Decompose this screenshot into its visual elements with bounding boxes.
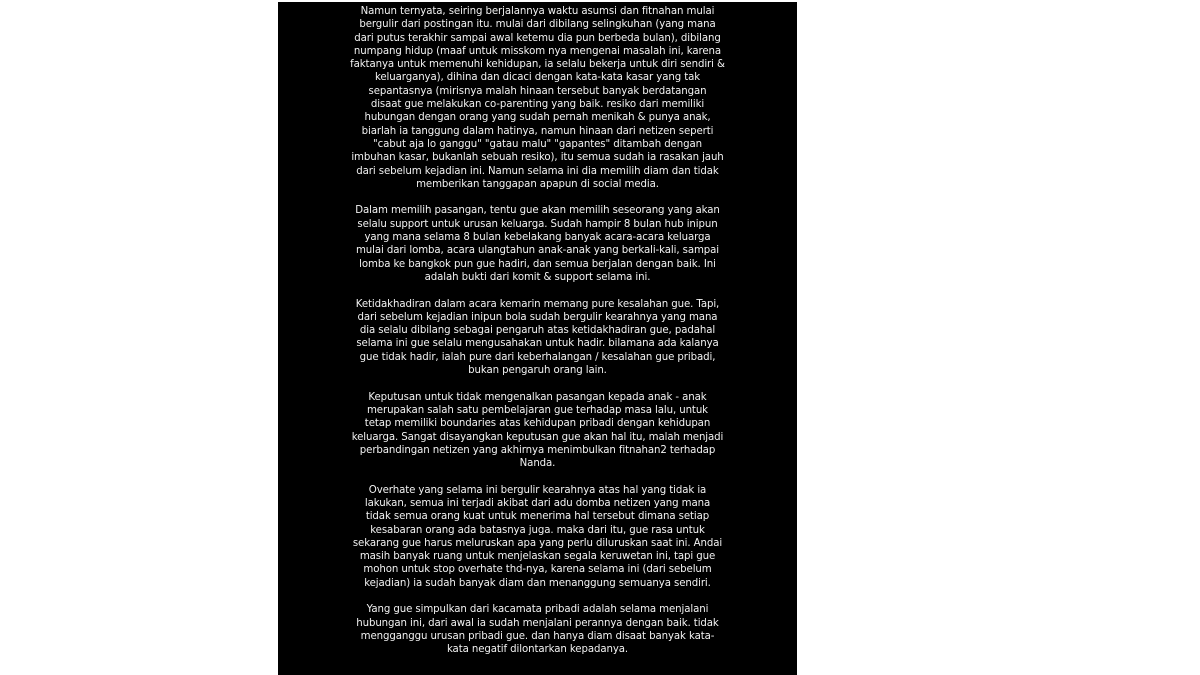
- text-line: perbandingan netizen yang akhirnya menimbulkan fitnahan2 terhadap: [359, 444, 716, 456]
- text-line: disaat gue melakukan co-parenting yang baik. resiko dari memiliki: [370, 99, 705, 111]
- text-line: biarlah ia tanggung dalam hatinya, namun hinaan dari netizen seperti: [361, 125, 714, 137]
- text-line: selalu support untuk urusan keluarga. Sudah hampir 8 bulan hub inipun: [357, 218, 718, 230]
- text-line: keluarganya), dihina dan dicaci dengan kata-kata kasar yang tak: [374, 72, 701, 84]
- text-line: dari putus terakhir sampai awal ketemu dia pun berbeda bulan), dibilang: [354, 32, 721, 44]
- text-line: lomba ke bangkok pun gue hadiri, dan semua berjalan dengan baik. Ini: [359, 258, 716, 270]
- text-line: adalah bukti dari komit & support selama ini.: [424, 271, 651, 283]
- text-line: sekarang gue harus meluruskan apa yang perlu diluruskan saat ini. Andai: [352, 537, 723, 549]
- text-line: Yang gue simpulkan dari kacamata pribadi adalah selama menjalani: [366, 604, 709, 616]
- paragraph-3: [338, 298, 737, 378]
- text-line: Overhate yang selama ini bergulir kearahnya atas hal yang tidak ia: [368, 484, 707, 496]
- text-line: keluarga. Sangat disayangkan keputusan gue akan hal itu, malah menjadi: [351, 431, 724, 443]
- text-line: tetap memiliki boundaries atas kehidupan pribadi dengan kehidupan: [364, 418, 711, 430]
- text-line: selama ini gue selalu mengusahakan untuk hadir. bilamana ada kalanya: [356, 338, 719, 350]
- text-line: bukan pengaruh orang lain.: [468, 365, 607, 377]
- text-line: gue tidak hadir, ialah pure dari keberhalangan / kesalahan gue pribadi,: [359, 351, 716, 363]
- text-line: memberikan tanggapan apapun di social media.: [416, 178, 659, 190]
- text-line: hubungan dengan orang yang sudah pernah menikah & punya anak,: [364, 112, 711, 124]
- text-line: kejadian) ia sudah banyak diam dan menanggung semuanya sendiri.: [364, 577, 711, 589]
- text-line: kesabaran orang ada batasnya juga. maka dari itu, gue rasa untuk: [370, 524, 705, 536]
- text-line: yang mana selama 8 bulan kebelakang banyak acara-acara keluarga: [364, 232, 711, 244]
- text-line: merupakan salah satu pembelajaran gue terhadap masa lalu, untuk: [366, 404, 708, 416]
- paragraph-6: [338, 603, 737, 656]
- text-line: dia selalu dibilang sebagai pengaruh atas ketidakhadiran gue, padahal: [359, 325, 716, 337]
- text-line: faktanya untuk memenuhi kehidupan, ia selalu bekerja untuk diri sendiri &: [350, 59, 725, 71]
- text-line: dari sebelum kejadian ini. Namun selama ini dia memilih diam dan tidak: [356, 165, 719, 177]
- text-line: imbuhan kasar, bukanlah sebuah resiko), itu semua sudah ia rasakan jauh: [351, 152, 724, 164]
- paragraph-5: [338, 484, 737, 590]
- text-line: Dalam memilih pasangan, tentu gue akan memilih seseorang yang akan: [355, 205, 720, 217]
- text-line: sepantasnya (mirisnya malah hinaan tersebut banyak berdatangan: [368, 85, 707, 97]
- text-line: tidak semua orang kuat untuk menerima hal tersebut dimana setiap: [365, 511, 710, 523]
- text-line: kata negatif dilontarkan kepadanya.: [446, 644, 629, 656]
- text-line: mengganggu urusan pribadi gue. dan hanya diam disaat banyak kata-: [360, 630, 715, 642]
- text-line: Namun ternyata, seiring berjalannya waktu asumsi dan fitnahan mulai: [360, 6, 715, 17]
- paragraph-4: [338, 391, 737, 471]
- text-line: Nanda.: [519, 458, 556, 470]
- paragraph-2: [338, 204, 737, 284]
- text-line: mulai dari lomba, acara ulangtahun anak-anak yang berkali-kali, sampai: [355, 245, 720, 257]
- text-line: "cabut aja lo ganggu" "gatau malu" "gapantes" ditambah dengan: [373, 138, 702, 150]
- story-text-body: [278, 5, 797, 670]
- story-screenshot: [278, 2, 797, 675]
- text-line: masih banyak ruang untuk menjelaskan segala keruwetan ini, tapi gue: [359, 551, 716, 563]
- text-line: lakukan, semua ini terjadi akibat dari adu domba netizen yang mana: [364, 497, 711, 509]
- text-line: mohon untuk stop overhate thd-nya, karena selama ini (dari sebelum: [363, 564, 712, 576]
- text-line: hubungan ini, dari awal ia sudah menjalani perannya dengan baik. tidak: [356, 617, 719, 629]
- text-line: dari sebelum kejadian inipun bola sudah bergulir kearahnya yang mana: [357, 311, 718, 323]
- text-line: numpang hidup (maaf untuk misskom nya mengenai masalah ini, karena: [353, 45, 722, 57]
- text-line: Keputusan untuk tidak mengenalkan pasangan kepada anak - anak: [368, 391, 707, 403]
- text-line: bergulir dari postingan itu. mulai dari dibilang selingkuhan (yang mana: [359, 19, 716, 31]
- paragraph-1: [338, 5, 737, 191]
- text-line: Ketidakhadiran dalam acara kemarin memang pure kesalahan gue. Tapi,: [355, 298, 720, 310]
